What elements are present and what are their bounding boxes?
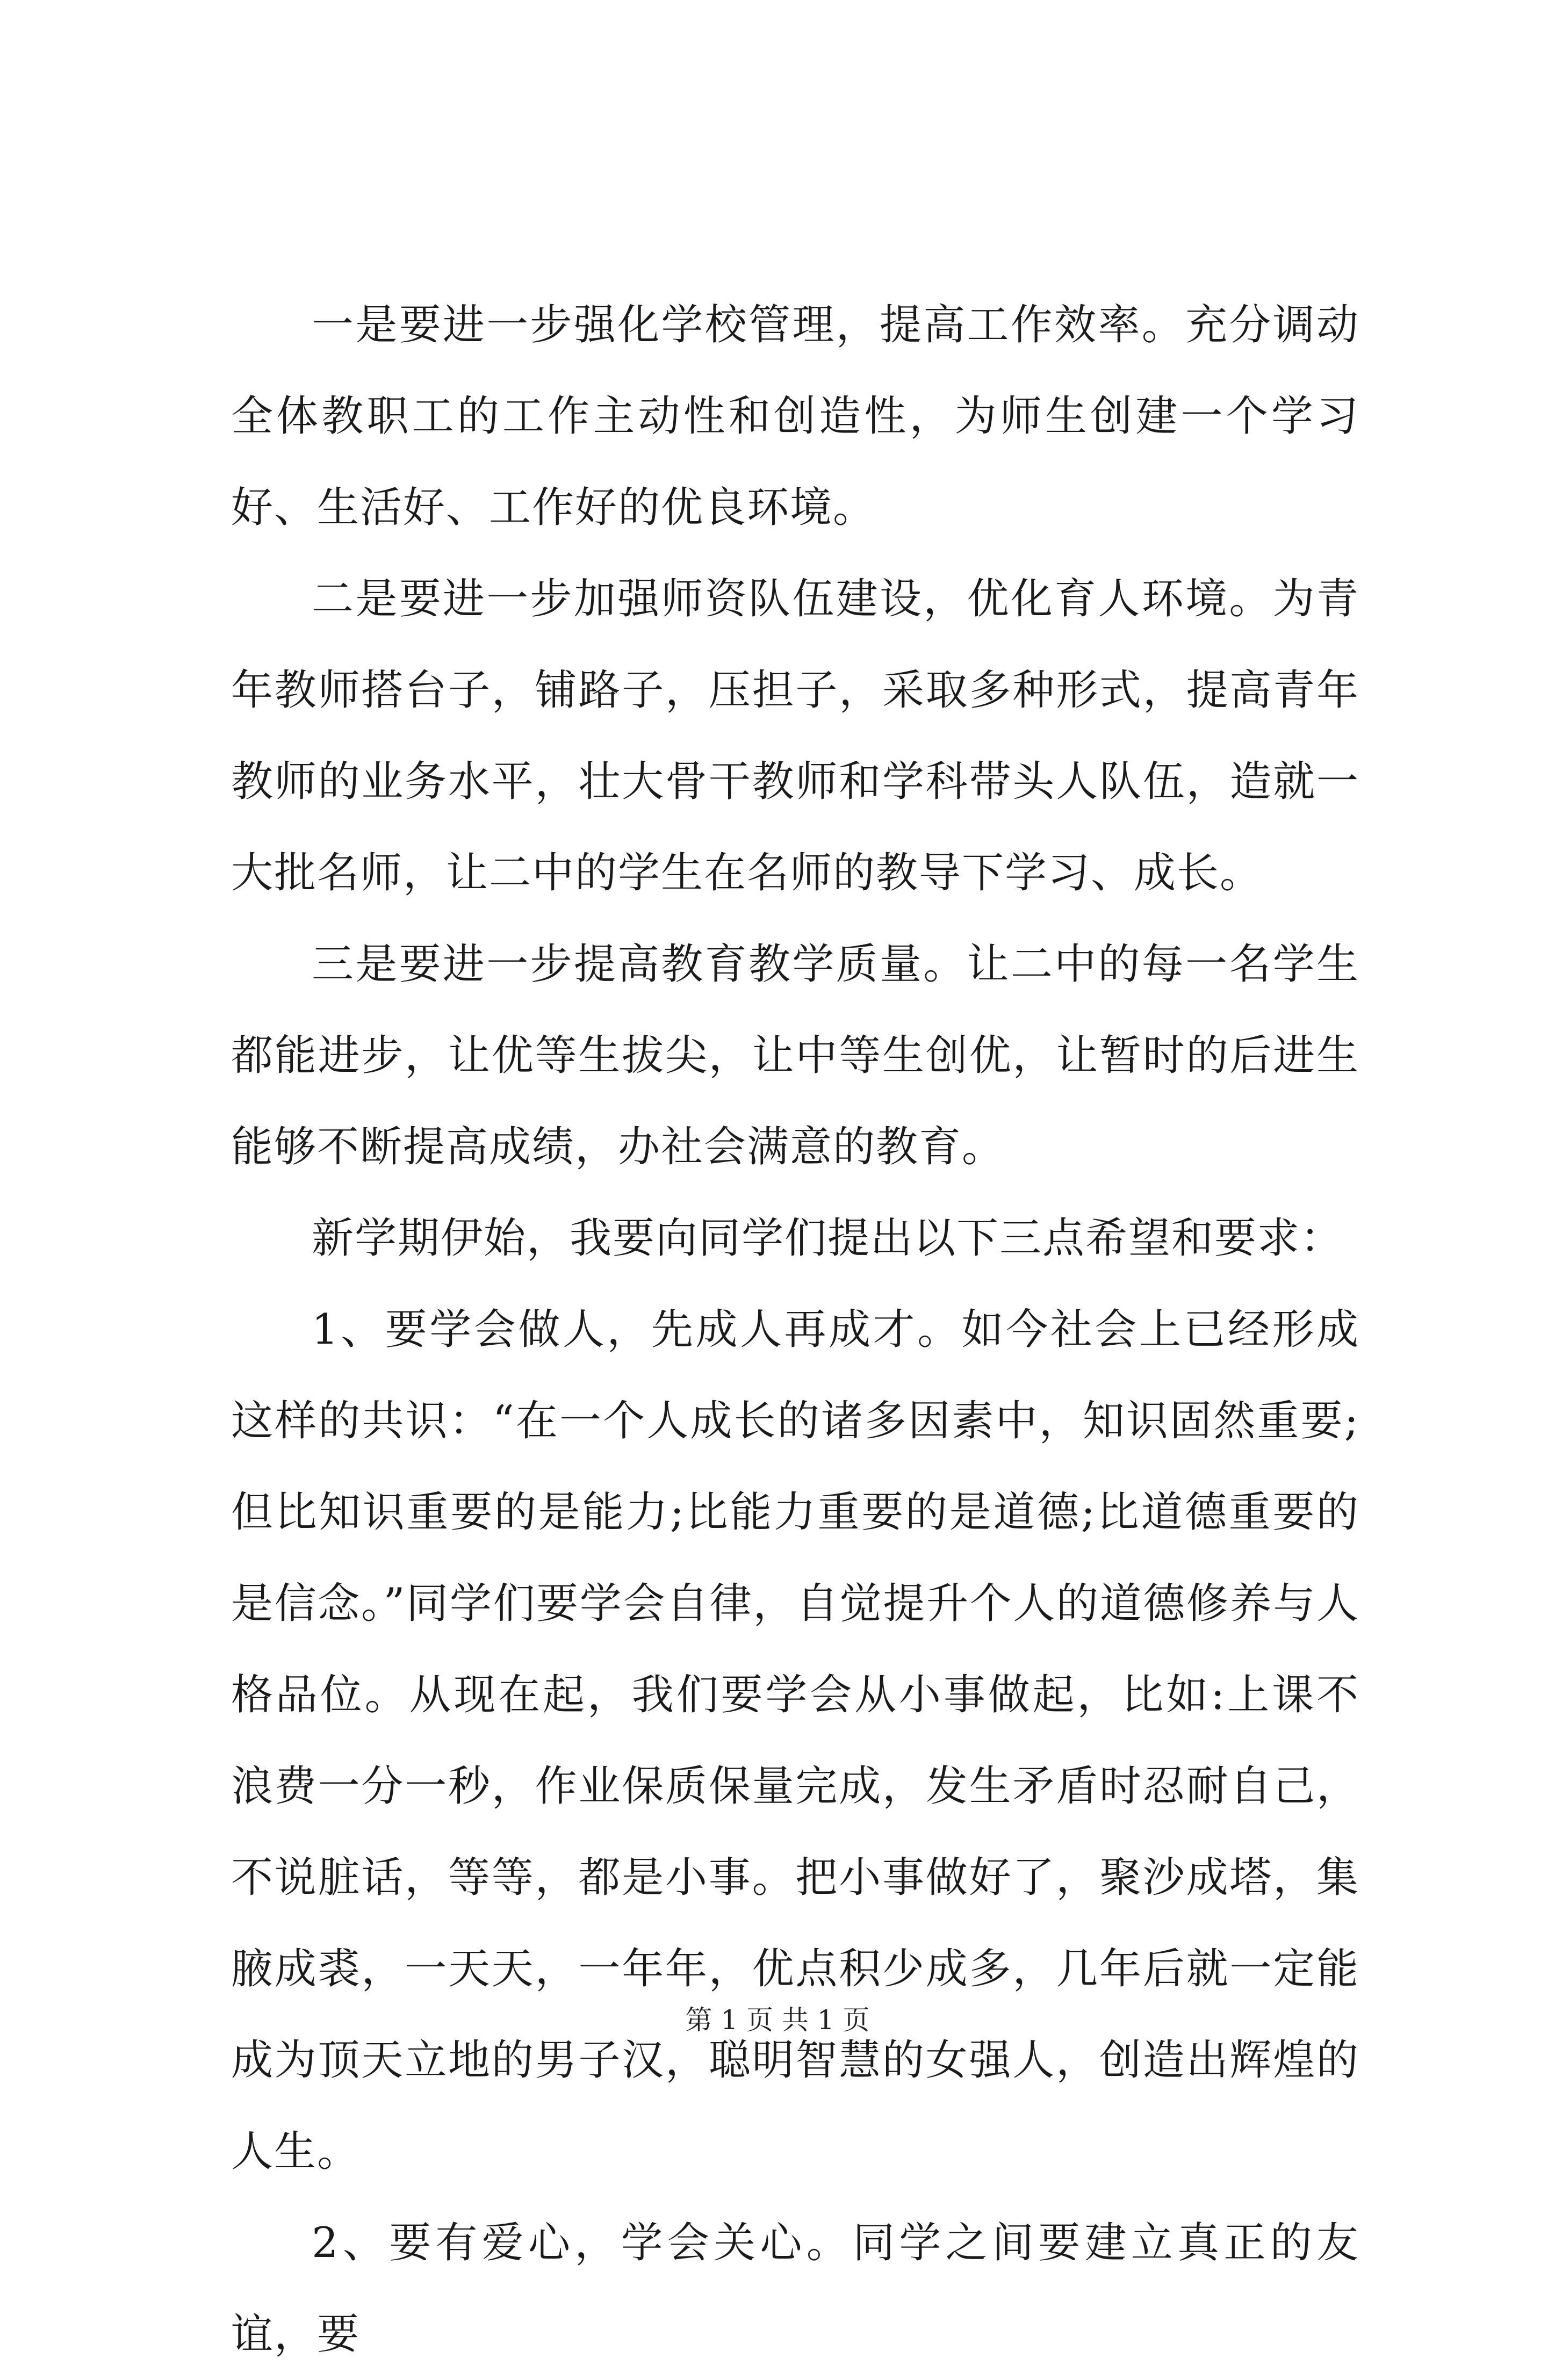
paragraph-have-love: 2、要有爱心，学会关心。同学之间要建立真正的友谊，要	[231, 2219, 1359, 2359]
paragraph-new-semester: 新学期伊始，我要向同学们提出以下三点希望和要求：	[312, 1214, 1344, 1263]
page-footer: 第 1 页 共 1 页	[685, 2004, 870, 2036]
document-body	[231, 279, 1359, 2380]
paragraph-teaching-quality: 三是要进一步提高教育教学质量。让二中的每一名学生都能进步，让优等生拔尖，让中等生创优，让暂时的后进生能够不断提高成绩，办社会满意的教育。	[231, 940, 1359, 1171]
paragraph-management: 一是要进一步强化学校管理，提高工作效率。充分调动全体教职工的工作主动性和创造性，为师生创建一个学习好、生活好、工作好的优良环境。	[231, 301, 1359, 532]
paragraph-teaching-staff: 二是要进一步加强师资队伍建设，优化育人环境。为青年教师搭台子，铺路子，压担子，采取多种形式，提高青年教师的业务水平，壮大骨干教师和学科带头人队伍，造就一大批名师，让二中的学生在名师的教导下学习、成长。	[231, 575, 1359, 897]
paragraph-learn-to-be-human: 1、要学会做人，先成人再成才。如今社会上已经形成这样的共识：“在一个人成长的诸多因素中，知识固然重要;但比知识重要的是能力;比能力重要的是道德;比道德重要的是信念。”同学们要学会自律，自觉提升个人的道德修养与人格品位。从现在起，我们要学会从小事做起，比如:上课不浪费一分一秒，作业保质保量完成，发生矛盾时忍耐自己，不说脏话，等等，都是小事。把小事做好了，聚沙成塔，集腋成裘，一天天，一年年，优点积少成多，几年后就一定能成为顶天立地的男子汉，聪明智慧的女强人，创造出辉煌的人生。	[231, 1306, 1359, 2176]
